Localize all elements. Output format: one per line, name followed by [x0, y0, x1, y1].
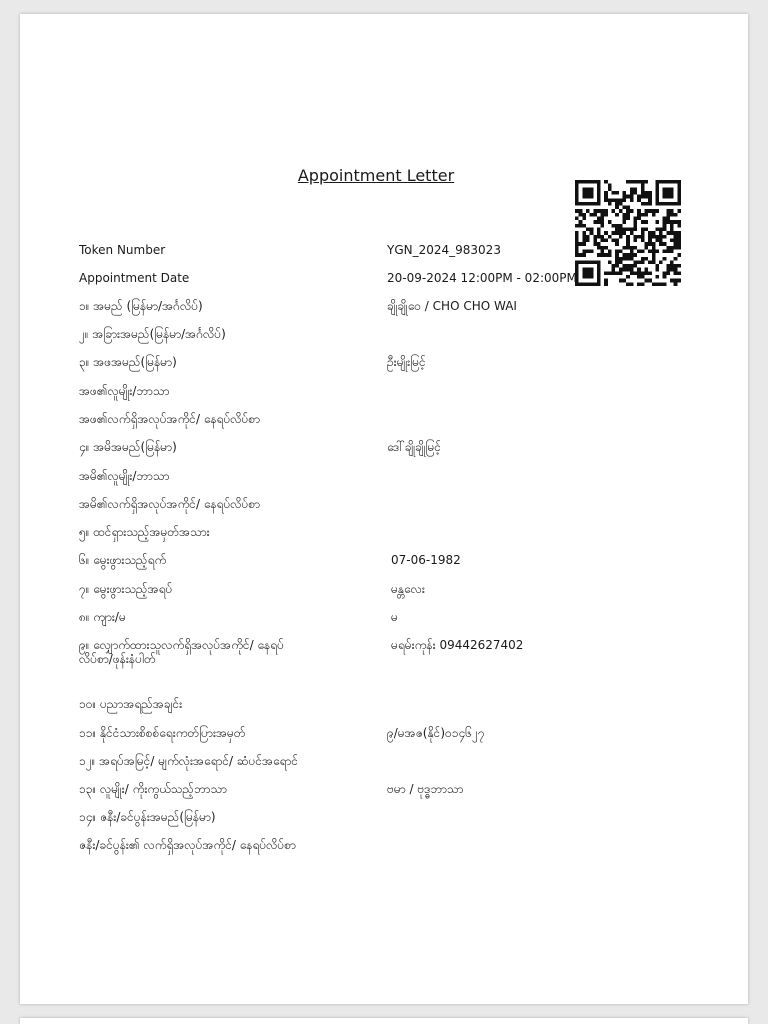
field-value: YGN_2024_983023 [387, 243, 501, 257]
field-value: မရမ်းကုန်း 09442627402 [391, 638, 524, 652]
field-label: အမိ၏လက်ရှိအလုပ်အကိုင်/ နေရပ်လိပ်စာ [79, 497, 261, 511]
field-label: ၆။ မွေးဖွားသည့်ရက် [79, 553, 167, 567]
field-value: 07-06-1982 [391, 553, 461, 567]
field-label: ၁၄။ ဇနီး/ခင်ပွန်းအမည်(မြန်မာ) [79, 810, 216, 824]
field-label: ၂။ အခြားအမည်(မြန်မာ/အင်္ဂလိပ်) [79, 327, 226, 341]
document-title: Appointment Letter [297, 166, 455, 185]
field-label: ၁၁။ နိုင်ငံသားစိစစ်ရေးကတ်ပြားအမှတ် [79, 726, 246, 740]
field-label: Appointment Date [79, 271, 190, 285]
field-value: မ [391, 610, 398, 624]
field-value: မန္တလေး [391, 582, 425, 596]
field-label: အမိ၏လူမျိုး/ဘာသာ [79, 469, 170, 483]
field-label: ၁။ အမည် (မြန်မာ/အင်္ဂလိပ်) [79, 299, 203, 313]
appointment-letter-page [20, 14, 748, 1004]
field-label: ၄။ အမိအမည်(မြန်မာ) [79, 440, 177, 454]
field-value: ဗမာ / ဗုဒ္ဓဘာသာ [387, 782, 464, 796]
field-label: ဇနီး/ခင်ပွန်း၏ လက်ရှိအလုပ်အကိုင်/ နေရပ်လိပ်စာ [79, 838, 296, 852]
field-label: အဖ၏လူမျိုး/ဘာသာ [79, 384, 170, 398]
field-label: ၉။ လျှောက်ထားသူလက်ရှိအလုပ်အကိုင်/ နေရပ်လိပ်စာ/ဖုန်းနံပါတ် [79, 638, 284, 666]
field-label: ၃။ အဖအမည်(မြန်မာ) [79, 355, 177, 369]
field-label: Token Number [79, 243, 166, 257]
field-value: ချိုချိုဝေ / CHO CHO WAI [387, 299, 517, 313]
field-label: အဖ၏လက်ရှိအလုပ်အကိုင်/ နေရပ်လိပ်စာ [79, 412, 261, 426]
next-page-edge [20, 1018, 748, 1024]
field-label: ၁၃။ လူမျိုး/ ကိုးကွယ်သည့်ဘာသာ [79, 782, 227, 796]
field-value: 20-09-2024 12:00PM - 02:00PM [387, 271, 577, 285]
field-label: ၁၂။ အရပ်အမြင့်/ မျက်လုံးအရောင်/ ဆံပင်အရောင် [79, 754, 299, 768]
field-label: ၈။ ကျား/မ [79, 610, 126, 624]
field-label: ၁၀။ ပညာအရည်အချင်း [79, 697, 183, 711]
field-value: ဦးမျိုးမြင့် [387, 355, 426, 369]
field-label: ၇။ မွေးဖွားသည့်အရပ် [79, 582, 173, 596]
field-value: ၉/မအဇ(နိုင်)၀၁၄၆၂၇ [387, 726, 485, 740]
field-label: ၅။ ထင်ရှားသည့်အမှတ်အသား [79, 525, 210, 539]
field-value: ဒေါ်ချိုချိုမြင့် [387, 440, 441, 454]
